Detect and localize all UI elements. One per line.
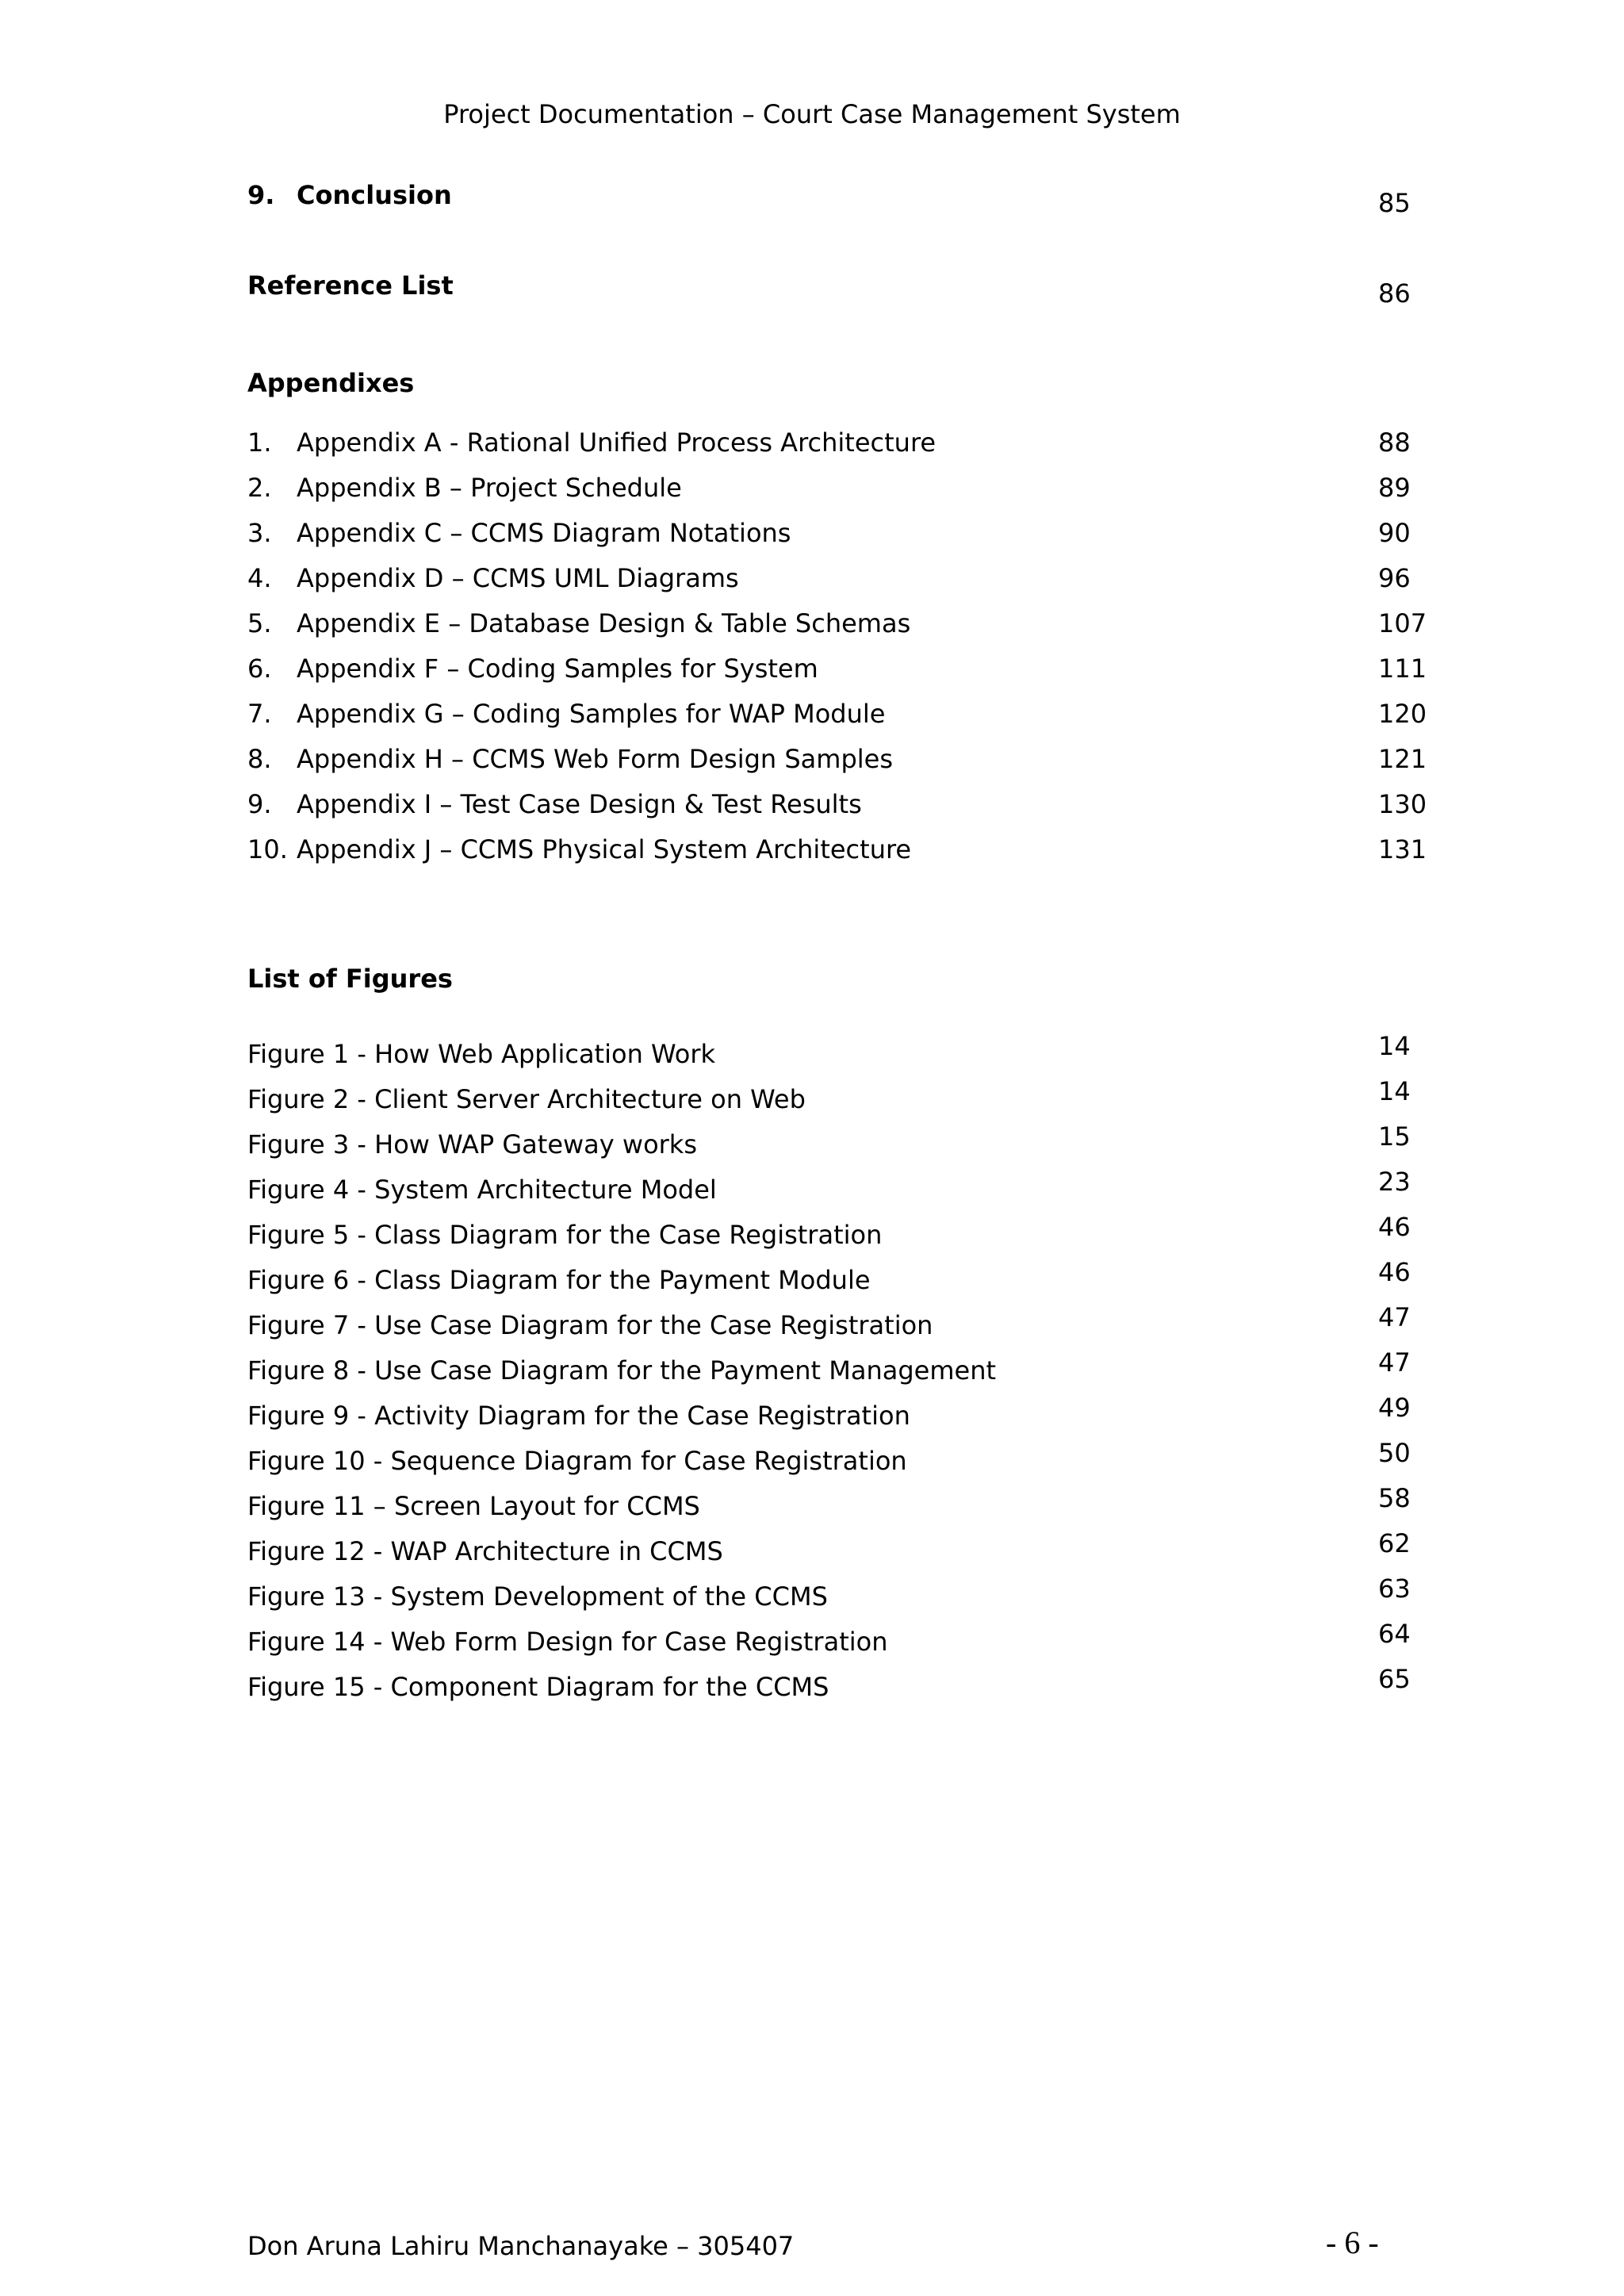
list-item: [247, 1438, 1437, 1480]
figure-page: 63: [1378, 1573, 1411, 1604]
list-item: [247, 1302, 1437, 1344]
list-item: [247, 1483, 1437, 1525]
list-item: [247, 424, 1437, 462]
appendix-page: 121: [1378, 744, 1427, 774]
toc-entry-reference-list-page: [247, 274, 1437, 312]
figure-title: Figure 13 - System Development of the CCMS: [247, 1581, 828, 1612]
appendix-page: 96: [1378, 563, 1411, 593]
figures-heading: List of Figures: [247, 964, 453, 994]
list-item: [247, 1393, 1437, 1435]
appendix-title: Appendix G – Coding Samples for WAP Module: [297, 699, 886, 729]
list-item: [247, 785, 1437, 823]
list-item: [247, 830, 1437, 868]
appendix-page: 111: [1378, 654, 1427, 684]
appendix-number: 10.: [247, 834, 288, 864]
appendix-number: 4.: [247, 563, 272, 593]
appendix-title: Appendix D – CCMS UML Diagrams: [297, 563, 739, 593]
appendix-number: 3.: [247, 518, 272, 548]
appendix-number: 5.: [247, 608, 272, 638]
appendix-page: 130: [1378, 789, 1427, 819]
figure-page: 23: [1378, 1167, 1411, 1197]
toc-entry-page: 86: [1378, 278, 1411, 309]
list-item: [247, 1257, 1437, 1299]
figure-title: Figure 3 - How WAP Gateway works: [247, 1129, 697, 1159]
list-item: [247, 559, 1437, 597]
list-item: [247, 740, 1437, 778]
appendix-number: 6.: [247, 654, 272, 684]
list-item: [247, 695, 1437, 733]
appendix-title: Appendix J – CCMS Physical System Architecture: [297, 834, 912, 864]
list-item: [247, 1347, 1437, 1389]
figure-page: 46: [1378, 1257, 1411, 1287]
figure-page: 58: [1378, 1483, 1411, 1513]
list-item: [247, 650, 1437, 688]
appendix-title: Appendix H – CCMS Web Form Design Samples: [297, 744, 894, 774]
appendix-number: 8.: [247, 744, 272, 774]
figure-title: Figure 7 - Use Case Diagram for the Case Registration: [247, 1310, 933, 1340]
figure-title: Figure 4 - System Architecture Model: [247, 1175, 717, 1205]
list-item: [247, 1528, 1437, 1570]
list-item: [247, 1664, 1437, 1706]
appendixes-heading: Appendixes: [247, 368, 415, 398]
figure-title: Figure 6 - Class Diagram for the Payment Module: [247, 1265, 871, 1295]
appendix-page: 131: [1378, 834, 1427, 864]
footer-page-number: - 6 -: [1326, 2225, 1379, 2260]
appendix-number: 7.: [247, 699, 272, 729]
toc-entry-page: 85: [1378, 188, 1411, 218]
figure-title: Figure 5 - Class Diagram for the Case Registration: [247, 1220, 883, 1250]
list-item: [247, 1121, 1437, 1163]
figure-title: Figure 12 - WAP Architecture in CCMS: [247, 1536, 723, 1566]
figure-page: 50: [1378, 1438, 1411, 1468]
figure-page: 62: [1378, 1528, 1411, 1558]
appendix-page: 90: [1378, 518, 1411, 548]
appendix-page: 89: [1378, 473, 1411, 503]
page-header: Project Documentation – Court Case Management System: [443, 99, 1181, 129]
footer-author: Don Aruna Lahiru Manchanayake – 305407: [247, 2231, 795, 2261]
list-item: [247, 1212, 1437, 1254]
figure-page: 65: [1378, 1664, 1411, 1694]
figure-page: 14: [1378, 1076, 1411, 1106]
figure-page: 15: [1378, 1121, 1411, 1152]
list-item: [247, 604, 1437, 642]
toc-entry-title: Conclusion: [297, 180, 452, 210]
figure-title: Figure 14 - Web Form Design for Case Registration: [247, 1627, 888, 1657]
toc-entry-number: 9.: [247, 180, 275, 210]
figure-page: 14: [1378, 1031, 1411, 1061]
appendix-title: Appendix E – Database Design & Table Schemas: [297, 608, 911, 638]
appendix-page: 120: [1378, 699, 1427, 729]
toc-entry-conclusion-page: [247, 184, 1437, 222]
figure-title: Figure 8 - Use Case Diagram for the Payment Management: [247, 1355, 997, 1386]
figure-title: Figure 9 - Activity Diagram for the Case Registration: [247, 1401, 910, 1431]
list-item: [247, 514, 1437, 552]
list-item: [247, 469, 1437, 507]
list-item: [247, 1031, 1437, 1073]
figure-title: Figure 11 – Screen Layout for CCMS: [247, 1491, 700, 1521]
appendix-number: 1.: [247, 427, 272, 458]
figure-page: 64: [1378, 1619, 1411, 1649]
figure-page: 49: [1378, 1393, 1411, 1423]
appendix-page: 107: [1378, 608, 1427, 638]
appendix-number: 9.: [247, 789, 272, 819]
appendix-title: Appendix F – Coding Samples for System: [297, 654, 818, 684]
figure-title: Figure 2 - Client Server Architecture on Web: [247, 1084, 806, 1114]
figure-title: Figure 10 - Sequence Diagram for Case Registration: [247, 1446, 907, 1476]
figure-title: Figure 1 - How Web Application Work: [247, 1039, 716, 1069]
figure-page: 47: [1378, 1347, 1411, 1378]
list-item: [247, 1619, 1437, 1661]
appendix-title: Appendix C – CCMS Diagram Notations: [297, 518, 791, 548]
figure-title: Figure 15 - Component Diagram for the CCMS: [247, 1672, 829, 1702]
list-item: [247, 1573, 1437, 1616]
figure-page: 47: [1378, 1302, 1411, 1332]
toc-entry-title: Reference List: [247, 270, 454, 301]
appendix-number: 2.: [247, 473, 272, 503]
appendix-page: 88: [1378, 427, 1411, 458]
appendix-title: Appendix A - Rational Unified Process Architecture: [297, 427, 936, 458]
appendix-title: Appendix I – Test Case Design & Test Results: [297, 789, 862, 819]
list-item: [247, 1167, 1437, 1209]
appendix-title: Appendix B – Project Schedule: [297, 473, 682, 503]
list-item: [247, 1076, 1437, 1118]
figure-page: 46: [1378, 1212, 1411, 1242]
